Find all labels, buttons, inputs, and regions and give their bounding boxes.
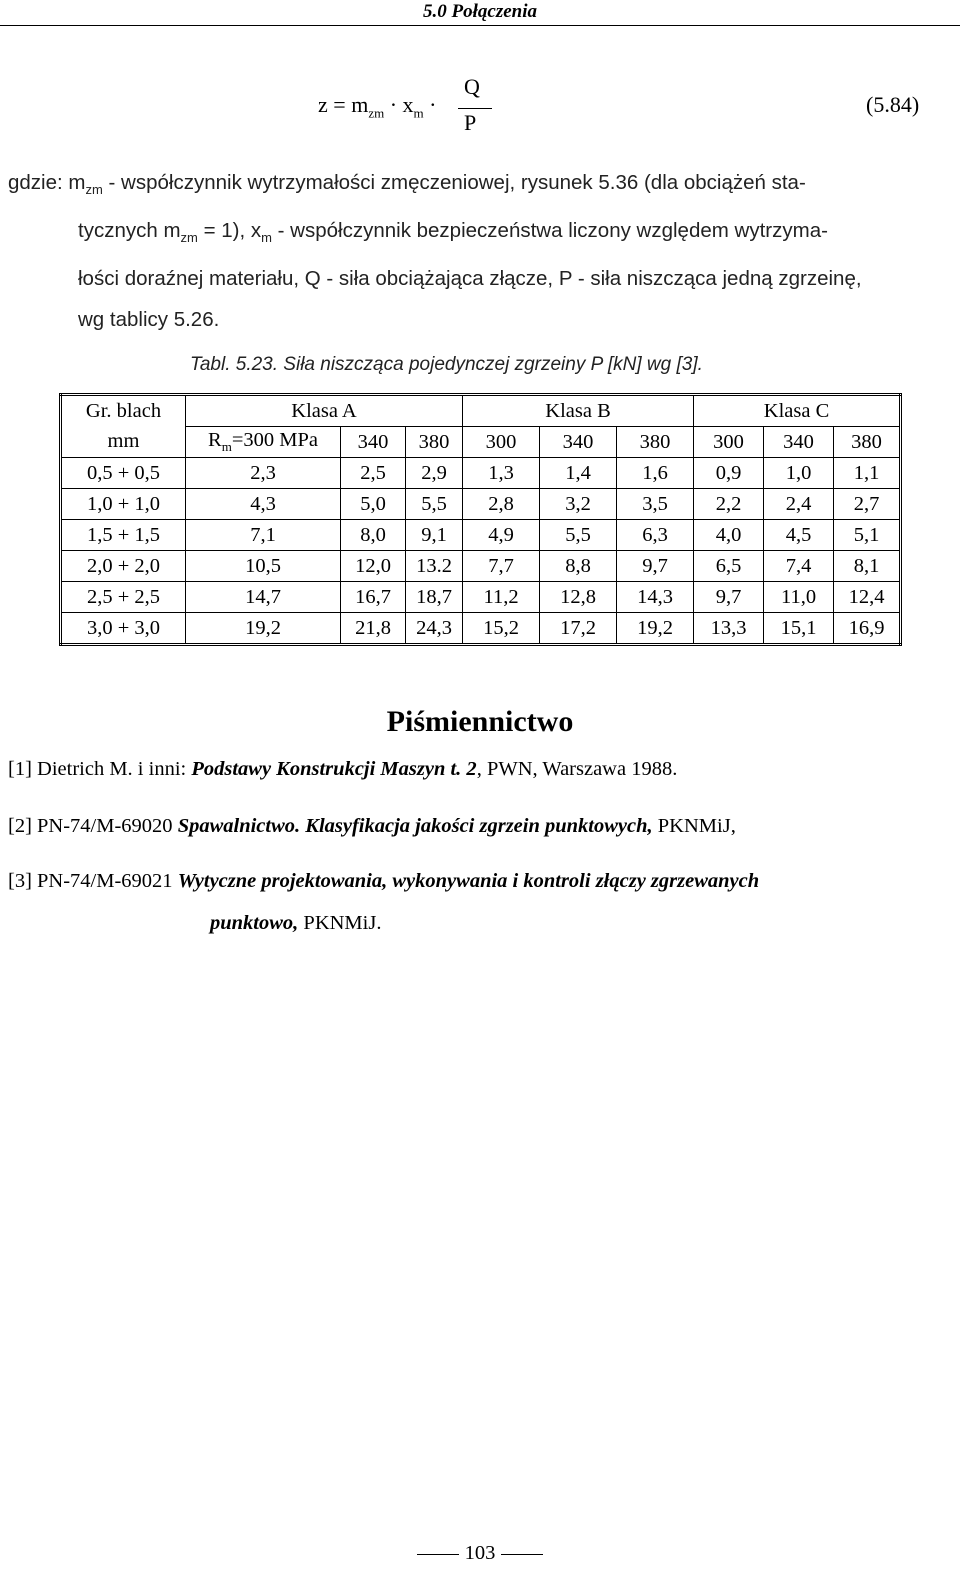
text: [3] PN-74/M-69021 xyxy=(8,870,178,892)
header-rm xyxy=(186,427,341,458)
table-cell: 2,5 + 2,5 xyxy=(61,582,186,613)
table-cell: 12,0 xyxy=(341,551,406,582)
reference-title: Wytyczne projektowania, wykonywania i kontroli złączy zgrzewanych xyxy=(177,870,760,892)
table-cell: 12,8 xyxy=(540,582,617,613)
table-cell: 8,1 xyxy=(834,551,901,582)
formula-number: (5.84) xyxy=(866,92,920,117)
table-cell: 7,4 xyxy=(764,551,834,582)
table-cell: 10,5 xyxy=(186,551,341,582)
formula-z: z xyxy=(318,92,328,117)
table-cell: 19,2 xyxy=(617,613,694,645)
header-strength: 380 xyxy=(617,427,694,458)
subscript: m xyxy=(261,230,272,246)
page-number xyxy=(0,1542,960,1565)
table-cell: 12,4 xyxy=(834,582,901,613)
table-row xyxy=(61,551,901,582)
page-number-value: 103 xyxy=(464,1542,496,1564)
text: PKNMiJ, xyxy=(652,815,736,837)
table-cell: 1,5 + 1,5 xyxy=(61,520,186,551)
table-cell: 2,8 xyxy=(463,489,540,520)
header-strength: 380 xyxy=(834,427,901,458)
table-cell: 7,7 xyxy=(463,551,540,582)
table-cell: 1,0 xyxy=(764,458,834,489)
table-cell: 17,2 xyxy=(540,613,617,645)
table-cell: 9,7 xyxy=(617,551,694,582)
reference-2 xyxy=(8,815,736,838)
text: [2] PN-74/M-69020 xyxy=(8,815,178,837)
table-cell: 4,0 xyxy=(694,520,764,551)
table-cell: 6,5 xyxy=(694,551,764,582)
table-cell: 14,7 xyxy=(186,582,341,613)
reference-title: Spawalnictwo. Klasyfikacja jakości zgrzein punktowych, xyxy=(177,815,653,837)
table-cell: 4,5 xyxy=(764,520,834,551)
header-class-a: Klasa A xyxy=(186,395,463,427)
table-row xyxy=(61,613,901,645)
table-cell: 0,5 + 0,5 xyxy=(61,458,186,489)
table-cell: 5,5 xyxy=(406,489,463,520)
table-cell: 19,2 xyxy=(186,613,341,645)
header-class-c: Klasa C xyxy=(694,395,901,427)
header-sheet-thickness: Gr. blach xyxy=(61,395,186,427)
table-cell: 0,9 xyxy=(694,458,764,489)
table-wrapper xyxy=(59,393,899,646)
table-cell: 8,0 xyxy=(341,520,406,551)
explanation-paragraph xyxy=(8,162,958,340)
table-cell: 3,0 + 3,0 xyxy=(61,613,186,645)
subscript: zm xyxy=(85,182,103,198)
table-cell: 21,8 xyxy=(341,613,406,645)
formula-numerator: Q xyxy=(464,74,480,99)
formula-dot-1: · xyxy=(389,92,398,117)
paragraph-line-4: wg tablicy 5.26. xyxy=(78,308,220,332)
table-cell: 9,1 xyxy=(406,520,463,551)
table-row xyxy=(61,520,901,551)
reference-3-continued xyxy=(210,912,381,935)
header-class-b: Klasa B xyxy=(463,395,694,427)
text: tycznych m xyxy=(78,219,181,243)
reference-1 xyxy=(8,758,677,781)
subscript: m xyxy=(221,439,232,455)
table-cell: 13,3 xyxy=(694,613,764,645)
text: - współczynnik wytrzymałości zmęczeniowej, rysunek 5.36 (dla obciążeń sta- xyxy=(102,171,806,194)
header-strength: 340 xyxy=(540,427,617,458)
table-cell: 11,0 xyxy=(764,582,834,613)
formula-5-84 xyxy=(318,72,548,142)
table-cell: 24,3 xyxy=(406,613,463,645)
table-cell: 3,5 xyxy=(617,489,694,520)
reference-title: Podstawy Konstrukcji Maszyn t. 2 xyxy=(191,758,477,780)
header-unit: mm xyxy=(61,427,186,458)
table-cell: 2,4 xyxy=(764,489,834,520)
header-strength: 380 xyxy=(406,427,463,458)
text: R xyxy=(208,428,222,451)
text: = 1), x xyxy=(197,219,262,243)
table-cell: 16,7 xyxy=(341,582,406,613)
paragraph-line-1 xyxy=(8,162,958,210)
table-cell: 15,2 xyxy=(463,613,540,645)
paragraph-line-3: łości doraźnej materiału, Q - siła obciążająca złącze, P - siła niszcząca jedną zgrzeinę, xyxy=(78,267,862,291)
table-cell: 6,3 xyxy=(617,520,694,551)
header-strength: 340 xyxy=(764,427,834,458)
table-cell: 13.2 xyxy=(406,551,463,582)
table-cell: 1,0 + 1,0 xyxy=(61,489,186,520)
table-caption: Tabl. 5.23. Siła niszcząca pojedynczej zgrzeiny P [kN] wg [3]. xyxy=(190,354,703,375)
text: - współczynnik bezpieczeństwa liczony względem wytrzyma- xyxy=(271,219,828,243)
formula-dot-2: · xyxy=(429,92,437,117)
table-cell: 1,6 xyxy=(617,458,694,489)
formula-m: m xyxy=(351,92,369,117)
text: [1] Dietrich M. i inni: xyxy=(8,758,192,780)
table-cell: 4,9 xyxy=(463,520,540,551)
table-cell: 2,9 xyxy=(406,458,463,489)
table-cell: 5,0 xyxy=(341,489,406,520)
table-cell: 3,2 xyxy=(540,489,617,520)
text: =300 MPa xyxy=(231,428,318,451)
table-cell: 1,3 xyxy=(463,458,540,489)
reference-3 xyxy=(8,870,759,893)
formula-x: x xyxy=(402,92,414,117)
table-cell: 2,2 xyxy=(694,489,764,520)
text: , PWN, Warszawa 1988. xyxy=(476,758,678,780)
dash xyxy=(501,1554,543,1555)
table-cell: 1,4 xyxy=(540,458,617,489)
table-row xyxy=(61,489,901,520)
table-cell: 2,7 xyxy=(834,489,901,520)
table-cell: 18,7 xyxy=(406,582,463,613)
formula-x-sub: m xyxy=(413,105,424,121)
table-cell: 9,7 xyxy=(694,582,764,613)
table-cell: 2,5 xyxy=(341,458,406,489)
table-cell: 4,3 xyxy=(186,489,341,520)
table-cell: 11,2 xyxy=(463,582,540,613)
table-cell: 16,9 xyxy=(834,613,901,645)
table-cell: 7,1 xyxy=(186,520,341,551)
text: PKNMiJ. xyxy=(298,912,382,934)
table-cell: 2,3 xyxy=(186,458,341,489)
table-cell: 5,1 xyxy=(834,520,901,551)
references-title: Piśmiennictwo xyxy=(386,705,574,738)
table-cell: 8,8 xyxy=(540,551,617,582)
table-header-row-2 xyxy=(61,427,901,458)
weld-force-table xyxy=(59,393,902,646)
header-strength: 300 xyxy=(694,427,764,458)
formula-m-sub: zm xyxy=(368,105,385,121)
table-cell: 15,1 xyxy=(764,613,834,645)
table-cell: 14,3 xyxy=(617,582,694,613)
formula-lhs xyxy=(318,92,436,121)
dash xyxy=(417,1554,459,1555)
table-row xyxy=(61,582,901,613)
paragraph-line-2 xyxy=(8,210,958,258)
subscript: zm xyxy=(180,230,198,246)
table-cell: 1,1 xyxy=(834,458,901,489)
table-header-row-1 xyxy=(61,395,901,427)
header-divider xyxy=(0,25,960,26)
header-strength: 300 xyxy=(463,427,540,458)
reference-title: punktowo, xyxy=(210,912,299,934)
table-row xyxy=(61,458,901,489)
table-cell: 2,0 + 2,0 xyxy=(61,551,186,582)
table-cell: 5,5 xyxy=(540,520,617,551)
formula-eq: = xyxy=(333,92,346,117)
text: gdzie: m xyxy=(8,171,86,194)
formula-denominator: P xyxy=(464,110,477,135)
header-strength: 340 xyxy=(341,427,406,458)
page-header: 5.0 Połączenia xyxy=(423,1,537,22)
formula-fraction-bar xyxy=(458,108,492,109)
